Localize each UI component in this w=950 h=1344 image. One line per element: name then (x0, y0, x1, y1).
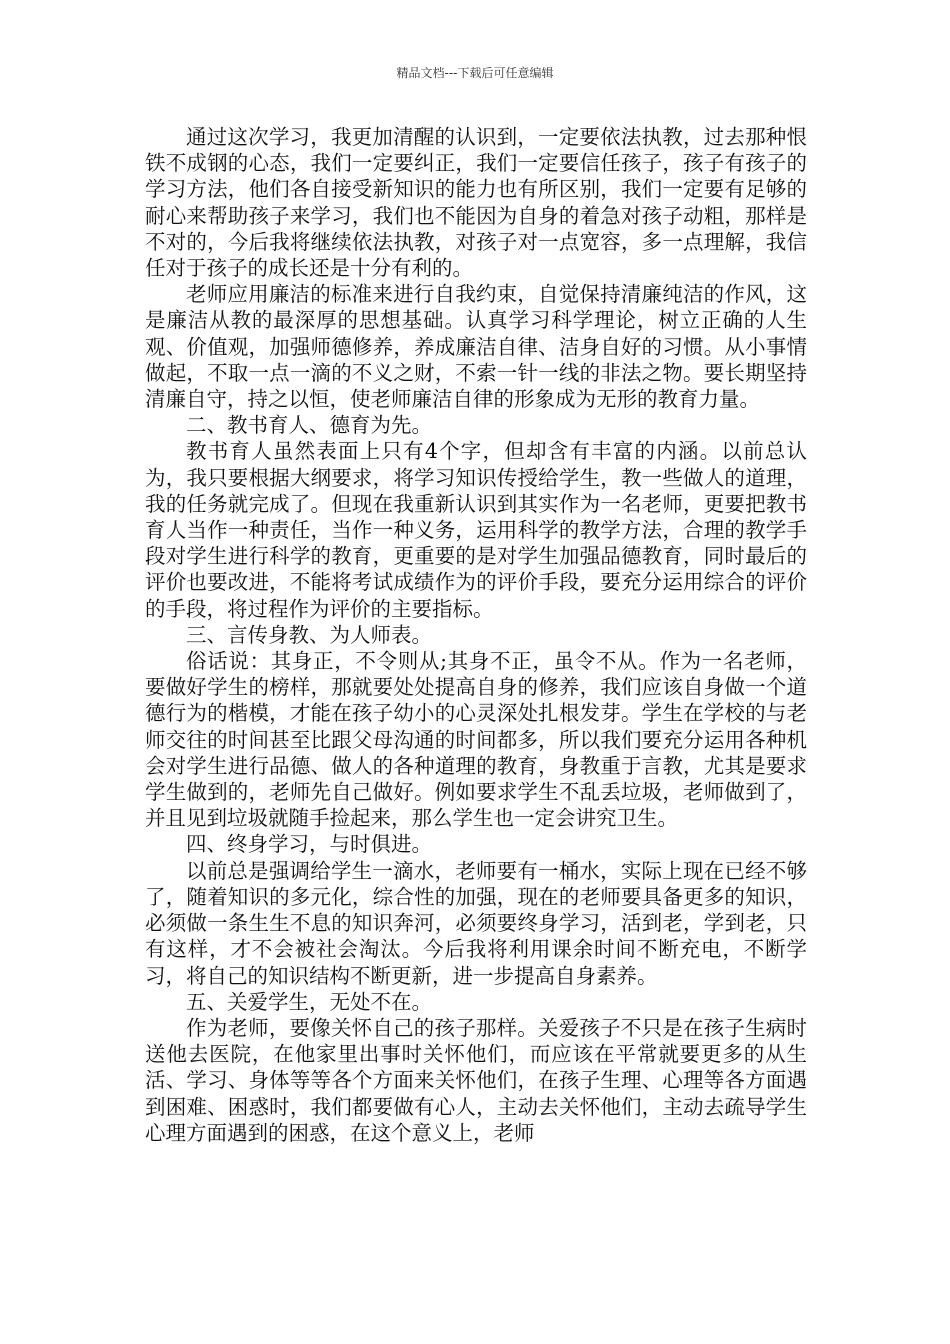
section-heading-4: 四、终身学习，与时俱进。 (186, 832, 432, 857)
paragraph-4: 俗话说：其身正，不令则从;其身不正，虽令不从。作为一名老师，要做好学生的榜样，那就要处处提高自身的修养，我们应该自身做一个道德行为的楷模，才能在孩子幼小的心灵深处扎根发芽。学生在学校的与老师交往的时间甚至比跟父母沟通的时间都多，所以我们要充分运用各种机会对学生进行品德、做人的各种道理的教育，身教重于言教，尤其是要求学生做到的，老师先自己做好。例如要求学生不乱丢垃圾，老师做到了，并且见到垃圾就随手捡起来，那么学生也一定会讲究卫生。 (145, 649, 807, 831)
document-body (145, 124, 807, 1146)
section-heading-2: 二、教书育人、德育为先。 (186, 413, 432, 438)
section-heading-3: 三、言传身教、为人师表。 (186, 622, 432, 647)
paragraph-1: 通过这次学习，我更加清醒的认识到，一定要依法执教，过去那种恨铁不成钢的心态，我们一定要纠正，我们一定要信任孩子，孩子有孩子的学习方法，他们各自接受新知识的能力也有所区别，我们一定要有足够的耐心来帮助孩子来学习，我们也不能因为自身的着急对孩子动粗，那样是不对的，今后我将继续依法执教，对孩子对一点宽容，多一点理解，我信任对于孩子的成长还是十分有利的。 (145, 125, 807, 281)
paragraph-5: 以前总是强调给学生一滴水，老师要有一桶水，实际上现在已经不够了，随着知识的多元化，综合性的加强，现在的老师要具备更多的知识，必须做一条生生不息的知识奔河，必须要终身学习，活到老，学到老，只有这样，才不会被社会淘汰。今后我将利用课余时间不断充电，不断学习，将自己的知识结构不断更新，进一步提高自身素养。 (145, 858, 807, 988)
paragraph-3: 教书育人虽然表面上只有4个字，但却含有丰富的内涵。以前总认为，我只要根据大纲要求，将学习知识传授给学生，教一些做人的道理，我的任务就完成了。但现在我重新认识到其实作为一名老师，更要把教书育人当作一种责任，当作一种义务，运用科学的教学方法，合理的教学手段对学生进行科学的教育，更重要的是对学生加强品德教育，同时最后的评价也要改进，不能将考试成绩作为的评价手段，要充分运用综合的评价的手段，将过程作为评价的主要指标。 (145, 439, 807, 621)
paragraph-2: 老师应用廉洁的标准来进行自我约束，自觉保持清廉纯洁的作风，这是廉洁从教的最深厚的思想基础。认真学习科学理论，树立正确的人生观、价值观，加强师德修养，养成廉洁自律、洁身自好的习惯。从小事情做起，不取一点一滴的不义之财，不索一针一线的非法之物。要长期坚持清廉自守，持之以恒，使老师廉洁自律的形象成为无形的教育力量。 (145, 282, 807, 412)
page-header: 精品文档---下载后可任意编辑 (396, 66, 554, 80)
paragraph-6: 作为老师，要像关怀自己的孩子那样。关爱孩子不只是在孩子生病时送他去医院，在他家里出事时关怀他们，而应该在平常就要更多的从生活、学习、身体等等各个方面来关怀他们，在孩子生理、心理等各方面遇到困难、困惑时，我们都要做有心人，主动去关怀他们，主动去疏导学生心理方面遇到的困惑，在这个意义上，老师 (145, 1015, 807, 1145)
section-heading-5: 五、关爱学生，无处不在。 (186, 989, 432, 1014)
